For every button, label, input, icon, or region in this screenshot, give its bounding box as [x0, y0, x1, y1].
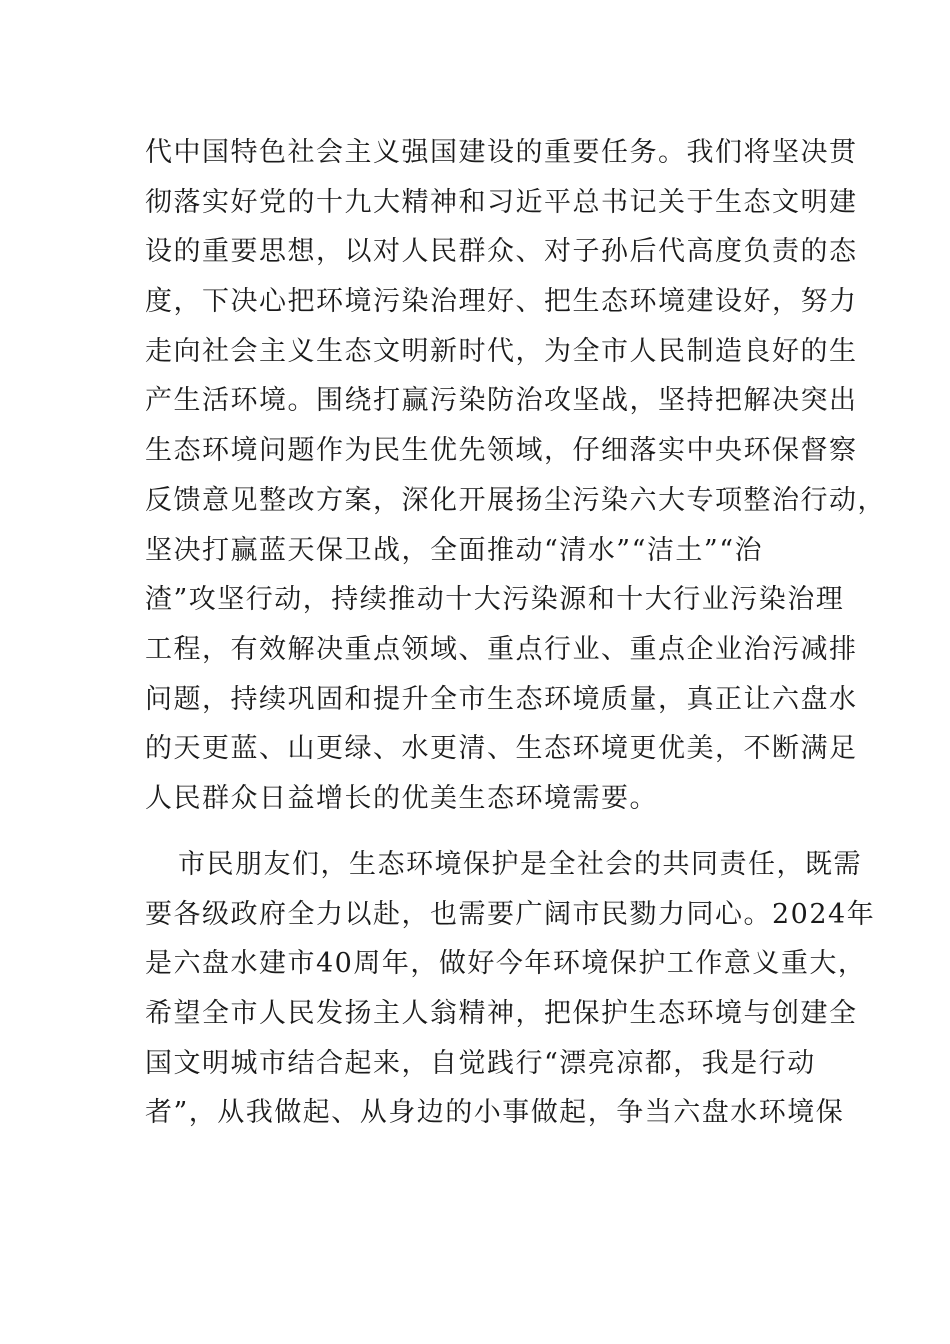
text-line: 问题，持续巩固和提升全市生态环境质量，真正让六盘水	[145, 683, 858, 715]
text-line: 度，下决心把环境污染治理好、把生态环境建设好，努力	[145, 286, 858, 318]
text-line: 设的重要思想，以对人民群众、对子孙后代高度负责的态	[145, 236, 858, 268]
body-paragraph-2	[145, 840, 876, 1138]
text-line: 者”，从我做起、从身边的小事做起，争当六盘水环境保	[145, 1097, 845, 1129]
text-line: 反馈意见整改方案，深化开展扬尘污染六大专项整治行动，	[145, 484, 886, 516]
text-line: 是六盘水建市40周年，做好今年环境保护工作意义重大，	[145, 948, 867, 980]
text-line: 渣”攻坚行动，持续推动十大污染源和十大行业污染治理	[145, 584, 845, 616]
text-line: 彻落实好党的十九大精神和习近平总书记关于生态文明建	[145, 186, 858, 218]
text-line: 走向社会主义生态文明新时代，为全市人民制造良好的生	[145, 335, 858, 367]
text-line: 代中国特色社会主义强国建设的重要任务。我们将坚决贯	[145, 137, 858, 168]
text-line: 的天更蓝、山更绿、水更清、生态环境更优美，不断满足	[145, 733, 858, 765]
text-line: 人民群众日益增长的优美生态环境需要。	[145, 782, 658, 814]
text-line: 国文明城市结合起来，自觉践行“漂亮凉都，我是行动	[145, 1047, 816, 1079]
text-line: 希望全市人民发扬主人翁精神，把保护生态环境与创建全	[145, 998, 858, 1030]
text-line: 产生活环境。围绕打赢污染防治攻坚战，坚持把解决突出	[145, 385, 858, 417]
body-paragraph-1	[145, 128, 886, 824]
text-line: 坚决打赢蓝天保卫战，全面推动“清水”“洁土”“治	[145, 534, 764, 566]
text-line-indented: 市民朋友们，生态环境保护是全社会的共同责任，既需	[178, 849, 862, 880]
text-line: 要各级政府全力以赴，也需要广阔市民勠力同心。2024年	[145, 898, 876, 930]
text-line: 生态环境问题作为民生优先领域，仔细落实中央环保督察	[145, 435, 858, 467]
text-line: 工程，有效解决重点领域、重点行业、重点企业治污减排	[145, 633, 858, 665]
